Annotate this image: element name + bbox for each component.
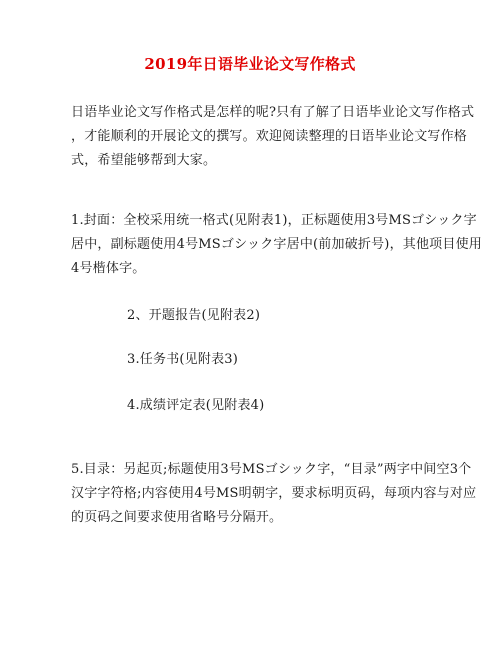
intro-paragraph <box>71 101 475 173</box>
toc-line: 汉字字符格;内容使用4号MS明朝字，要求标明页码，每项内容与对应 <box>71 486 477 501</box>
item-task-book: 3.任务书(见附表3) <box>127 352 239 367</box>
item-proposal-report: 2、开题报告(见附表2) <box>127 308 261 323</box>
item-grade-form: 4.成绩评定表(见附表4) <box>127 398 265 413</box>
cover-line: 4号楷体字。 <box>71 261 146 276</box>
intro-line: ，才能顺利的开展论文的撰写。欢迎阅读整理的日语毕业论文写作格 <box>71 129 468 144</box>
cover-line: 1.封面：全校采用统一格式(见附表1)，正标题使用3号MSゴシック字 <box>71 213 477 228</box>
cover-line: 居中，副标题使用4号MSゴシック字居中(前加破折号)，其他项目使用 <box>71 237 482 252</box>
toc-line: 的页码之间要求使用省略号分隔开。 <box>71 510 283 525</box>
cover-paragraph <box>71 209 482 281</box>
document-title: 2019年日语毕业论文写作格式 <box>144 55 356 73</box>
toc-line: 5.目录：另起页;标题使用3号MSゴシック字，“目录”两字中间空3个 <box>71 462 472 477</box>
toc-paragraph <box>71 458 477 530</box>
intro-line: 日语毕业论文写作格式是怎样的呢?只有了解了日语毕业论文写作格式 <box>71 105 475 120</box>
intro-line: 式，希望能够帮到大家。 <box>71 153 217 168</box>
